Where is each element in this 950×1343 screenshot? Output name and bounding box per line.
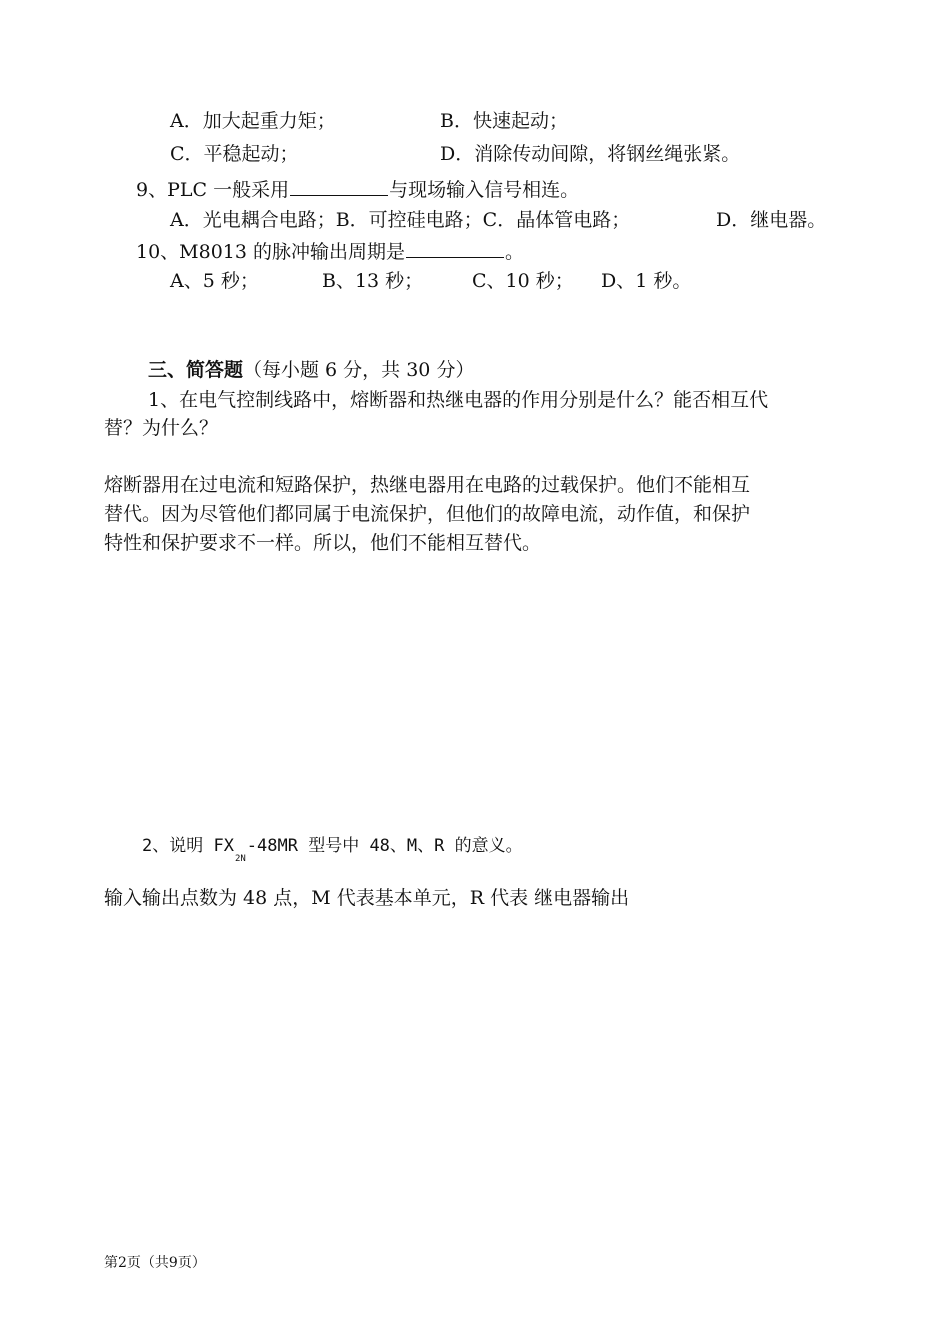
q10-prefix: 10、M8013 的脉冲输出周期是 [136,241,406,263]
page-footer: 第2页（共9页） [104,1255,206,1271]
q9-answer-blank [290,175,388,196]
q10-answer-blank [406,237,504,258]
q8-option-d: D．消除传动间隙，将钢丝绳张紧。 [440,143,741,165]
sq2-answer: 输入输出点数为 48 点，M 代表基本单元，R 代表 继电器输出 [104,887,630,909]
q8-option-c: C．平稳起动； [170,143,299,165]
q10-suffix: 。 [505,241,525,263]
sq2-question-subscript: 2N [234,854,246,864]
section-title: 三、简答题 [148,359,244,381]
sq2-question [142,834,523,864]
q9-prefix: 9、PLC 一般采用 [136,179,290,201]
q8-option-a: A．加大起重力矩； [170,110,336,132]
section-note: （每小题 6 分，共 30 分） [243,359,475,381]
q10-option-a: A、5 秒； [170,270,259,292]
q9-option-d: D．继电器。 [716,209,827,231]
q9-question [136,175,579,202]
sq2-question-suffix: -48MR 型号中 48、M、R 的意义。 [246,836,523,856]
sq1-answer-line1: 熔断器用在过电流和短路保护，热继电器用在电路的过载保护。他们不能相互 [104,474,751,496]
q10-option-d: D、1 秒。 [601,270,692,292]
q10-option-b: B、13 秒； [322,270,424,292]
sq1-answer-line3: 特性和保护要求不一样。所以，他们不能相互替代。 [104,532,542,554]
q8-option-b: B．快速起动； [440,110,568,132]
q9-options-abc: A．光电耦合电路；B．可控硅电路；C．晶体管电路； [170,209,631,231]
q10-question [136,237,524,264]
sq1-question-line1: 1、在电气控制线路中，熔断器和热继电器的作用分别是什么？能否相互代 [148,389,769,411]
q9-suffix: 与现场输入信号相连。 [389,179,580,201]
sq2-question-prefix: 2、说明 FX [142,836,234,856]
q10-option-c: C、10 秒； [472,270,574,292]
section-heading [148,358,474,382]
sq1-question-line2: 替？为什么？ [104,417,219,439]
sq1-answer-line2: 替代。因为尽管他们都同属于电流保护，但他们的故障电流，动作值，和保护 [104,503,751,525]
